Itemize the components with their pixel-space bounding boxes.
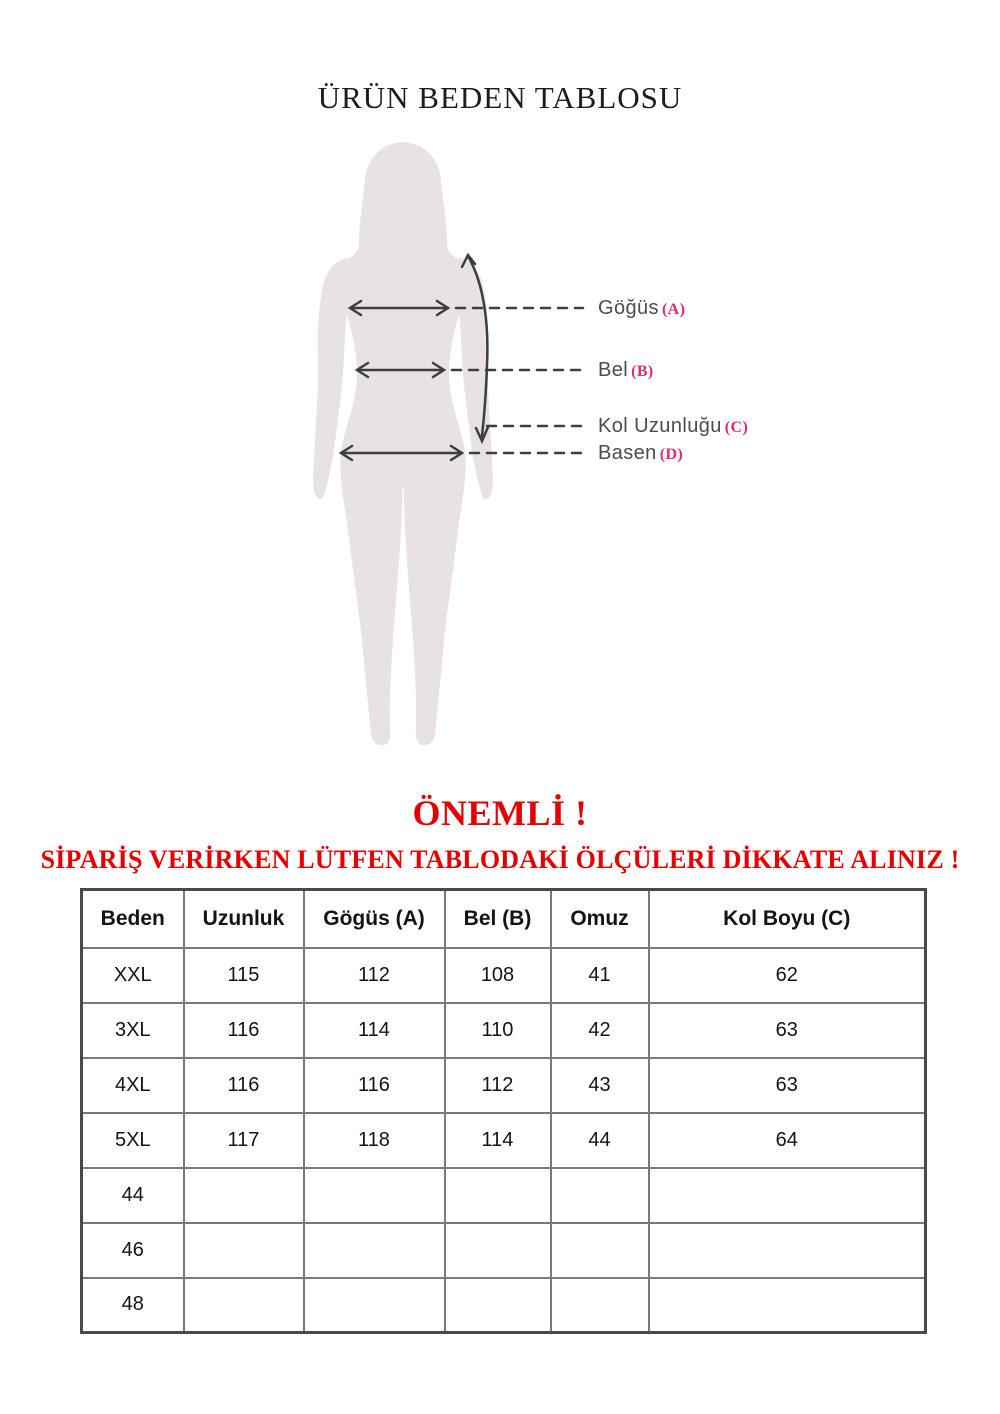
size-table-cell: 3XL	[82, 1003, 184, 1058]
size-table-cell	[649, 1223, 926, 1278]
measure-label-kol-text: Kol Uzunluğu	[598, 415, 722, 437]
size-table-body	[82, 948, 926, 1333]
size-table-column-header: Kol Boyu (C)	[649, 890, 926, 948]
size-table-row	[82, 1168, 926, 1223]
size-table-cell: 63	[649, 1058, 926, 1113]
size-table-cell: 114	[304, 1003, 445, 1058]
size-table-cell	[304, 1223, 445, 1278]
size-table-cell: 108	[445, 948, 551, 1003]
size-table-cell: 116	[184, 1003, 304, 1058]
size-table-cell	[445, 1278, 551, 1333]
size-table-row	[82, 1278, 926, 1333]
size-table-cell: 62	[649, 948, 926, 1003]
size-table-row	[82, 1223, 926, 1278]
size-table-cell	[649, 1168, 926, 1223]
size-table-cell	[184, 1168, 304, 1223]
size-table-wrap	[80, 888, 927, 1334]
measure-label-basen-code: (D)	[659, 446, 684, 463]
size-table-column-header: Uzunluk	[184, 890, 304, 948]
size-table-cell: 112	[304, 948, 445, 1003]
size-table-cell: 116	[304, 1058, 445, 1113]
size-table-column-header: Beden	[82, 890, 184, 948]
size-table-cell: 41	[551, 948, 649, 1003]
size-table-cell	[551, 1223, 649, 1278]
size-table-cell: 115	[184, 948, 304, 1003]
size-table-header-row	[82, 890, 926, 948]
size-table-cell: 64	[649, 1113, 926, 1168]
measure-label-gogus	[598, 297, 685, 321]
page-title: ÜRÜN BEDEN TABLOSU	[317, 80, 683, 115]
size-table-cell: 116	[184, 1058, 304, 1113]
size-table-cell: 48	[82, 1278, 184, 1333]
measure-label-gogus-text: Göğüs	[598, 297, 659, 319]
female-silhouette	[329, 142, 477, 745]
measure-label-basen	[598, 442, 683, 466]
measure-label-basen-text: Basen	[598, 442, 657, 464]
measure-label-kol-code: (C)	[724, 419, 749, 436]
size-table-cell	[551, 1278, 649, 1333]
size-table	[80, 888, 927, 1334]
body-measurement-diagram	[0, 130, 1000, 770]
warning-heading: ÖNEMLİ !	[412, 793, 588, 833]
size-table-cell: 4XL	[82, 1058, 184, 1113]
size-table-row	[82, 1113, 926, 1168]
size-table-cell	[445, 1168, 551, 1223]
size-table-cell: 112	[445, 1058, 551, 1113]
warning-subheading: SİPARİŞ VERİRKEN LÜTFEN TABLODAKİ ÖLÇÜLERİ DİKKATE ALINIZ !	[40, 845, 960, 874]
size-table-cell: 63	[649, 1003, 926, 1058]
size-table-cell: 42	[551, 1003, 649, 1058]
size-table-column-header: Bel (B)	[445, 890, 551, 948]
measure-label-kol-uzunlugu	[598, 415, 748, 439]
size-table-cell	[184, 1278, 304, 1333]
size-table-cell: 43	[551, 1058, 649, 1113]
size-table-cell: XXL	[82, 948, 184, 1003]
size-table-cell: 117	[184, 1113, 304, 1168]
size-table-column-header: Gögüs (A)	[304, 890, 445, 948]
size-table-row	[82, 948, 926, 1003]
measure-label-bel-code: (B)	[631, 363, 654, 380]
size-table-cell: 118	[304, 1113, 445, 1168]
size-table-cell: 46	[82, 1223, 184, 1278]
size-table-row	[82, 1058, 926, 1113]
size-table-cell	[649, 1278, 926, 1333]
measure-label-bel	[598, 359, 654, 383]
size-table-cell: 44	[82, 1168, 184, 1223]
size-table-cell: 44	[551, 1113, 649, 1168]
size-table-cell: 110	[445, 1003, 551, 1058]
size-table-cell	[184, 1223, 304, 1278]
size-table-cell: 5XL	[82, 1113, 184, 1168]
size-table-cell: 114	[445, 1113, 551, 1168]
size-table-row	[82, 1003, 926, 1058]
measure-label-bel-text: Bel	[598, 359, 629, 381]
measure-label-gogus-code: (A)	[661, 301, 686, 318]
size-table-cell	[445, 1223, 551, 1278]
size-table-column-header: Omuz	[551, 890, 649, 948]
size-table-cell	[304, 1168, 445, 1223]
size-table-cell	[304, 1278, 445, 1333]
size-table-cell	[551, 1168, 649, 1223]
